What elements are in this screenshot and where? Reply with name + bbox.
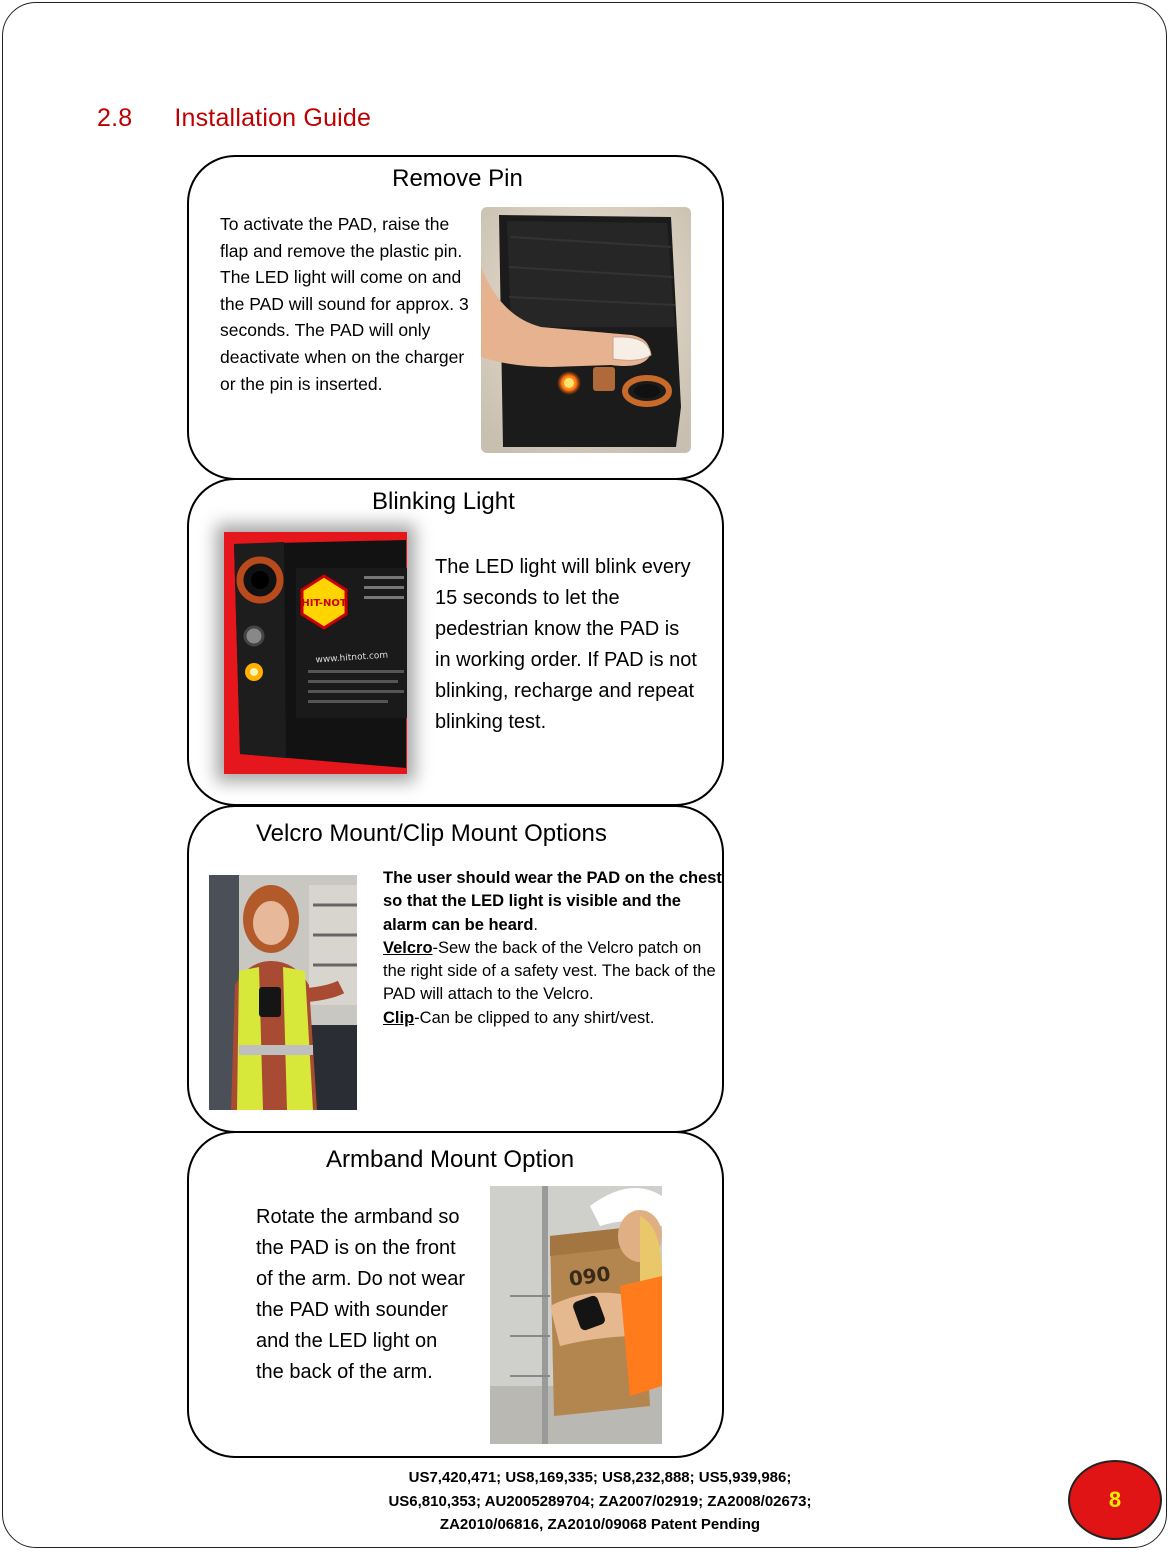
patent-line-3: ZA2010/06816, ZA2010/09068 Patent Pending: [439, 1516, 761, 1533]
remove-pin-text: To activate the PAD, raise the flap and remove the plastic pin. The LED light will come on and the PAD will sound for approx. 3 seconds. The PAD will only deactivate when on the charger or the pin is inserted.: [220, 214, 469, 394]
panel-title-remove-pin: Remove Pin: [392, 165, 523, 192]
device-brand: HIT-NOT: [301, 598, 347, 609]
page-number-badge: [1068, 1460, 1162, 1540]
panel-title-blinking-light: Blinking Light: [372, 488, 515, 515]
velcro-label: Velcro: [383, 938, 433, 957]
velcro-intro-end: .: [533, 915, 538, 934]
patent-line-2: US6,810,353; AU2005289704; ZA2007/02919; ZA2008/02673;: [388, 1492, 812, 1510]
clip-text: -Can be clipped to any shirt/vest.: [414, 1008, 655, 1027]
armband-photo: [490, 1186, 662, 1444]
page-number: 8: [1108, 1487, 1122, 1512]
section-heading: [97, 104, 371, 133]
section-title: Installation Guide: [174, 104, 372, 132]
panel-remove-pin: [187, 155, 724, 480]
remove-pin-photo: [481, 207, 691, 453]
patent-line-1: US7,420,471; US8,169,335; US8,232,888; US5,939,986;: [408, 1469, 792, 1486]
velcro-clip-text: [383, 867, 723, 1030]
panel-velcro-clip: [187, 805, 724, 1133]
panel-blinking-light: [187, 478, 724, 806]
box-label: 090: [567, 1261, 613, 1291]
clip-label: Clip: [383, 1008, 415, 1027]
velcro-clip-photo: [209, 875, 357, 1110]
panel-title-velcro-clip: Velcro Mount/Clip Mount Options: [256, 820, 607, 847]
panel-armband: [187, 1131, 724, 1458]
section-number: 2.8: [97, 104, 133, 132]
velcro-intro-bold: The user should wear the PAD on the chest so that the LED light is visible and the alarm can be heard: [383, 869, 722, 934]
panel-title-armband: Armband Mount Option: [326, 1146, 575, 1173]
patent-footer: [280, 1466, 920, 1537]
velcro-text: -Sew the back of the Velcro patch on the right side of a safety vest. The back of the PAD will attach to the Velcro.: [383, 938, 716, 1004]
device-url: www.hitnot.com: [315, 650, 389, 666]
armband-text: Rotate the armband so the PAD is on the front of the arm. Do not wear the PAD with sounder and the LED light on the back of the arm.: [256, 1206, 465, 1383]
blinking-light-text: The LED light will blink every 15 seconds to let the pedestrian know the PAD is in working order. If PAD is not blinking, recharge and repeat blinking test.: [435, 556, 697, 733]
blinking-light-photo: [224, 532, 407, 774]
